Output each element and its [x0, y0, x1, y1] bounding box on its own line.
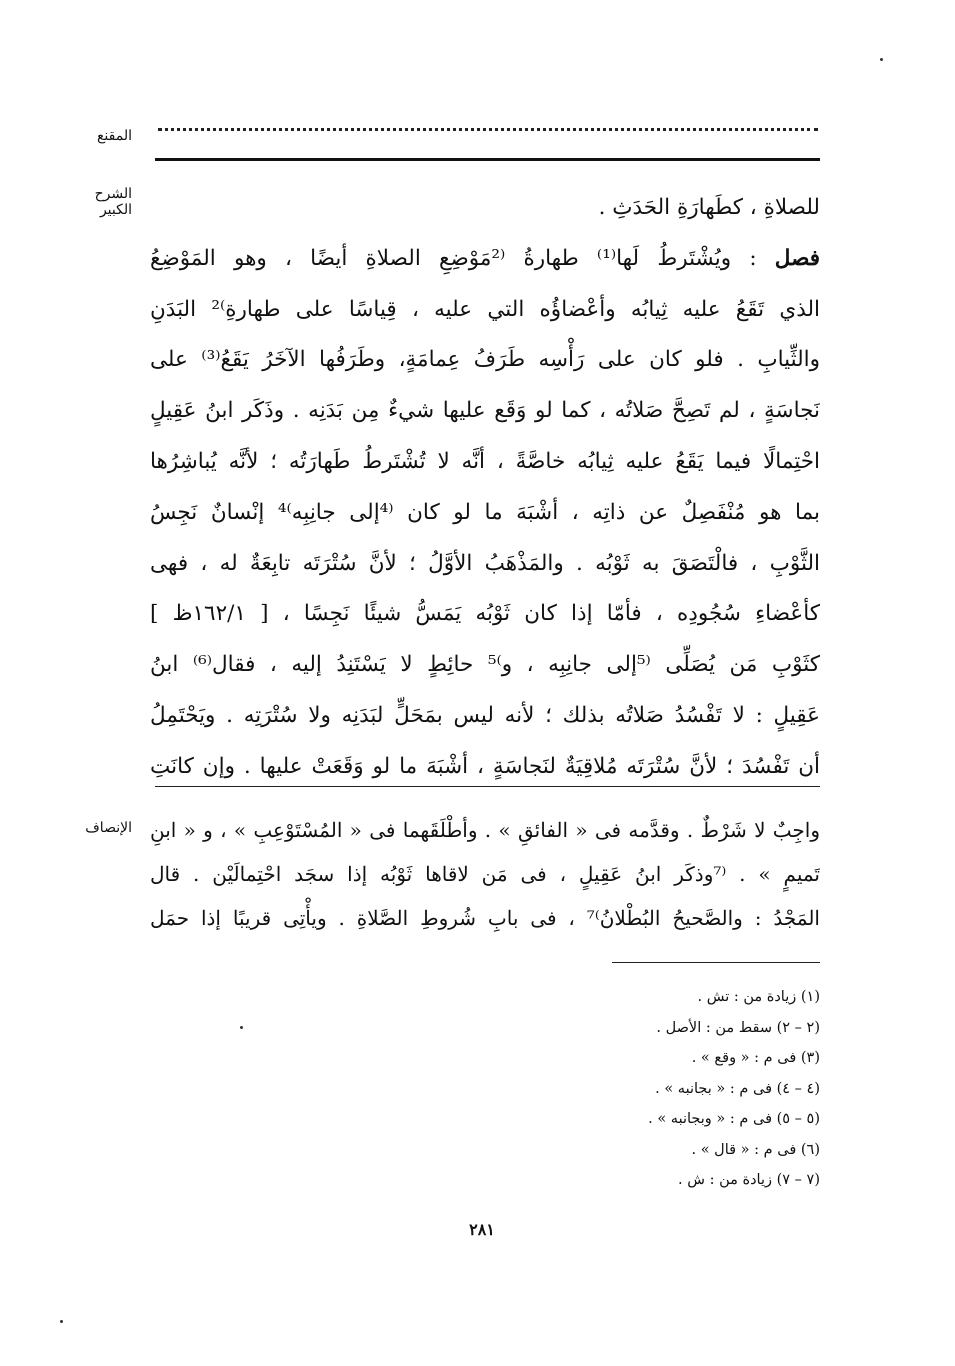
insaf-label: الإنصاف	[85, 820, 132, 836]
text-line: احْتِمالًا فيما يَقَعُ عليه ثِيابُه خاصَّةً ، أنَّه لا تُشْتَرطُ طَهارَتُه ؛ لأنَّه يُباشِرُها	[150, 448, 820, 474]
insaf-text	[150, 808, 820, 940]
text-line: كثَوْبِ مَن يُصَلِّى ⁽⁵إلى جانِبِه ، و⁾⁵ حائِطٍ لا يَسْتَنِدُ إليه ، فقال⁽⁶⁾ ابنُ	[150, 652, 820, 678]
sharh-label: الشرح الكبير	[94, 186, 132, 218]
footnote: (٦) فى م : « قال » .	[691, 1141, 820, 1158]
text-line: تَميمٍ » . ⁽⁷وذكَر ابنُ عَقِيلٍ ، فى مَن لاقاها ثَوْبُه إذا سجَد احْتِمالَيْن . قال	[150, 862, 820, 886]
footnote: (٧ – ٧) زيادة من : ش .	[678, 1172, 820, 1188]
header-dotted-rule	[158, 118, 818, 131]
text-line: والثِّيابِ . فلو كان على رَأْسِه طَرَفُ عِمامَةٍ، وطَرَفُها الآخَرُ يَقَعُ⁽³⁾ على	[150, 347, 820, 373]
section-keyword: فصل	[774, 245, 820, 271]
text-line: كأعْضاءِ سُجُودِه ، فأمّا إذا كان ثَوْبُه يَمَسُّ شيئًا نَجِسًا ، [ ١٦٢/١ظ ]	[150, 601, 820, 627]
text-line: فصل : ويُشْتَرطُ لَها⁽¹⁾ طهارةُ ⁽²مَوْضِعِ الصلاةِ أيضًا ، وهو المَوْضِعُ	[150, 245, 820, 271]
header-rule	[155, 158, 820, 161]
footnote: (٤ – ٤) فى م : « بجانبه » .	[655, 1080, 820, 1097]
scan-speck	[60, 1320, 63, 1323]
footnote: (٥ – ٥) فى م : « وبجانبه » .	[648, 1111, 820, 1127]
text-line: عَقِيلٍ : لا تَفْسُدُ صَلاتُه بذلك ؛ لأنه ليس بمَحَلٍّ لبَدَنِه ولا سُتْرَتِه . ويَحْتَمِلُ	[150, 702, 820, 728]
page-number: ٢٨١	[469, 1220, 495, 1239]
footnote-divider	[612, 962, 820, 963]
text-line: أن تَفْسُدَ ؛ لأنَّ سُتْرَتَه مُلاقِيَةٌ لنَجاسَةٍ ، أشْبَهَ ما لو وَقَعَتْ عليها . وإن كانَتِ	[150, 753, 820, 779]
text-line: الذي تَقَعُ عليه ثِيابُه وأعْضاؤُه التي عليه ، قِياسًا على طهارةِ⁾² البَدَنِ	[150, 296, 820, 322]
scan-speck	[240, 1026, 243, 1029]
text-line: المَجْدُ : والصَّحيحُ البُطْلانُ⁾⁷ ، فى بابِ شُروطِ الصَّلاةِ . ويأْتِى قريبًا إذا حمَل	[150, 906, 820, 930]
book-label: المقنع	[96, 128, 132, 144]
footnotes	[400, 982, 820, 1196]
main-text	[150, 183, 820, 793]
text-line: الثَّوْبِ ، فالْتَصَقَ به ثَوْبُه . والمَذْهَبُ الأوَّلُ ؛ لأنَّ سُتْرَتَه تابِعَةٌ له ، فهى	[150, 550, 820, 576]
text-line: نَجاسَةٍ ، لم تَصِحَّ صَلاتُه ، كما لو وَقَع عليها شيءٌ مِن بَدَنِه . وذَكَر ابنُ عَقِيلٍ	[150, 398, 820, 424]
text-line: بما هو مُنْفَصِلٌ عن ذاتِه ، أشْبَهَ ما لو كان ⁽⁴إلى جانِبِه⁾⁴ إنْسانٌ نَجِسُ	[150, 499, 820, 525]
section-divider	[155, 786, 820, 787]
text-line: واجِبٌ لا شَرْطٌ . وقدَّمه فى « الفائقِ » . وأطْلَقَهما فى « المُسْتَوْعِبِ » ، و « ابنِ	[150, 818, 820, 842]
footnote: (٣) فى م : « وقع » .	[691, 1050, 820, 1066]
text-line: للصلاةِ ، كطَهارَةِ الحَدَثِ .	[598, 195, 820, 220]
scan-speck	[880, 58, 883, 61]
footnote: (٢ – ٢) سقط من : الأصل .	[656, 1019, 820, 1036]
footnote: (١) زيادة من : تش .	[697, 989, 820, 1005]
